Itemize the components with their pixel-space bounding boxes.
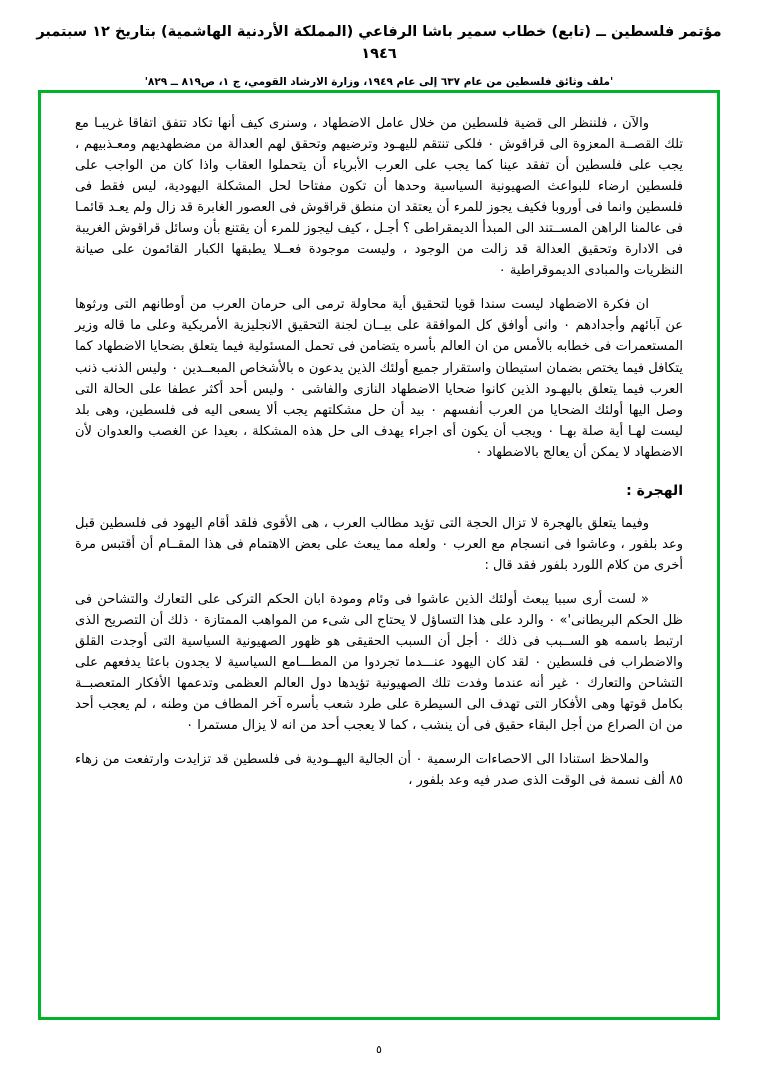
- header-title: مؤتمر فلسطين ــ (تابع) خطاب سمير باشا الرفاعي (المملكة الأردنية الهاشمية) بتاريخ ١٢ سبتمبر ١٩٤٦: [36, 24, 722, 62]
- document-header: [0, 0, 758, 90]
- content-body: [41, 93, 717, 1017]
- page-number: ٥: [376, 1043, 382, 1056]
- section-heading-immigration: الهجرة :: [626, 482, 683, 499]
- paragraph-1: والآن ، فلننظر الى قضية فلسطين من خلال عامل الاضطهاد ، وسنرى كيف أنها تكاد تتفق اتفاقا غريبـا مع تلك القصــة المعزوة الى قراقوش ٠ فلكى تنتقم لليهـود وترضيهم وتحقق لهم العدالة من مضطهديهم ومعـذبيهم ، يجب على فلسطين أن تفقد عينا كما يجب على العرب الأبرياء أن يتحملوا العقاب واذا كان من الواجب على فلسطين ارضاء للبواعث الصهيونية السياسية وحدها أن تكون مفتاحا لحل المشكلة اليهودية، ليس فقط فى فلسطين وانما فى أوروبا فكيف يجوز للمرء أن يعتقد ان منطق قراقوش فى العصور الغابرة قد زال ولم يعـد قائمـا فى عالمنا الراهن المســتند الى المبدأ الديمقراطى ؟ أجـل ، كيف ليجوز للمرء أن يقتنع بأن وسائل قراقوش الغريبة فى الادارة وتحقيق العدالة قد زالت من الوجود ، وليست موجودة فعــلا يطبقها الكبار القائمون على صيانة النظريات والمبادى الديموقراطية ٠: [75, 116, 683, 279]
- header-source-note: 'ملف وثائق فلسطين من عام ٦٣٧ إلى عام ١٩٤٩، وزارة الارشاد القومي، ج ١، ص٨١٩ ــ ٨٢٩': [144, 75, 614, 88]
- paragraph-5: والملاحظ استنادا الى الاحصاءات الرسمية ٠ أن الجالية اليهــودية فى فلسطين قد تزايدت وارتفعت من زهاء ٨٥ ألف نسمة فى الوقت الذى صدر فيه وعد بلفور ،: [75, 752, 683, 789]
- content-frame: [38, 90, 720, 1020]
- paragraph-4: « لست أرى سببا يبعث أولئك الذين عاشوا فى وئام ومودة ابان الحكم التركى على التعارك والتشاحن فى ظل الحكم البريطانى'» ٠ والرد على هذا التساؤل لا يحتاج الى شىء من المواهب الممتازة ٠ ذلك أن التصريح الذى ارتبط باسمه هو الســبب فى ذلك ٠ أجل أن السبب الحقيقى هو ظهور الصهيونية السياسية التى أوجدت القلق والاضطراب فى فلسطين ٠ لقد كان اليهود عنـــدما تجردوا من المطـــامع السياسية لا يجدون باعثا يدفعهم على التشاحن والتعارك ٠ غير أنه عندما وفدت تلك الصهيونية تؤيدها دول العالم العظمى وتدعمها الأفكار المتعصبــة بكامل قوتها وهى الأفكار التى تهدف الى السيطرة على طرد شعب بأسره آخر المطاف من وطنه ، لم يعجب أحد من ان الصراع من أجل البقاء حقيق فى أن ينشب ، كما لا يعجب أحد من انه لا يزال مستمرا ٠: [75, 591, 684, 734]
- paragraph-2: ان فكرة الاضطهاد ليست سندا قويا لتحقيق أية محاولة ترمى الى حرمان العرب من أوطانهم التى ورثوها عن آبائهم وأجدادهم ٠ وانى أوافق كل الموافقة على بيــان لجنة التحقيق الانجليزية الأمريكية وعلى ما قاله وزير المستعمرات فى خطابه بالأمس من ان العالم بأسره يتضامن فى تحمل المسئولية فيما يتعلق بضحايا الاضطهاد كما يتكافل فيما يختص بضمان استيطان واستقرار جميع أولئك الذين يدعون ه بالأشخاص المبعــدين ٠ وليس الذنب ذنب العرب فيما يتعلق باليهـود الذين كانوا ضحايا الاضطهاد النازى والفاشى ٠ وليس أحد أكثر عطفا على الحالة التى وصل اليها أولئك الضحايا من العرب أنفسهم ٠ بيد أن حل مشكلتهم يجب ألا يسعى اليه فى فلسطين، وهى بلد ليست لهـا أية صلة بهـا ٠ ويجب أن يكون أى اجراء يهدف الى حل هذه المشكلة ، بعيدا عن الغصب والعدوان لأن الاضطهاد لا يمكن أن يعالج بالاضطهاد ٠: [75, 297, 684, 460]
- paragraph-3: وفيما يتعلق بالهجرة لا تزال الحجة التى تؤيد مطالب العرب ، هى الأقوى فلقد أقام اليهود فى فلسطين قبل وعد بلفور ، وعاشوا فى انسجام مع العرب ٠ ولعله مما يبعث على بعض الاهتمام فى هذا المقــام أن أقتبس مرة أخرى من كلام اللورد بلفور فقد قال :: [75, 515, 683, 573]
